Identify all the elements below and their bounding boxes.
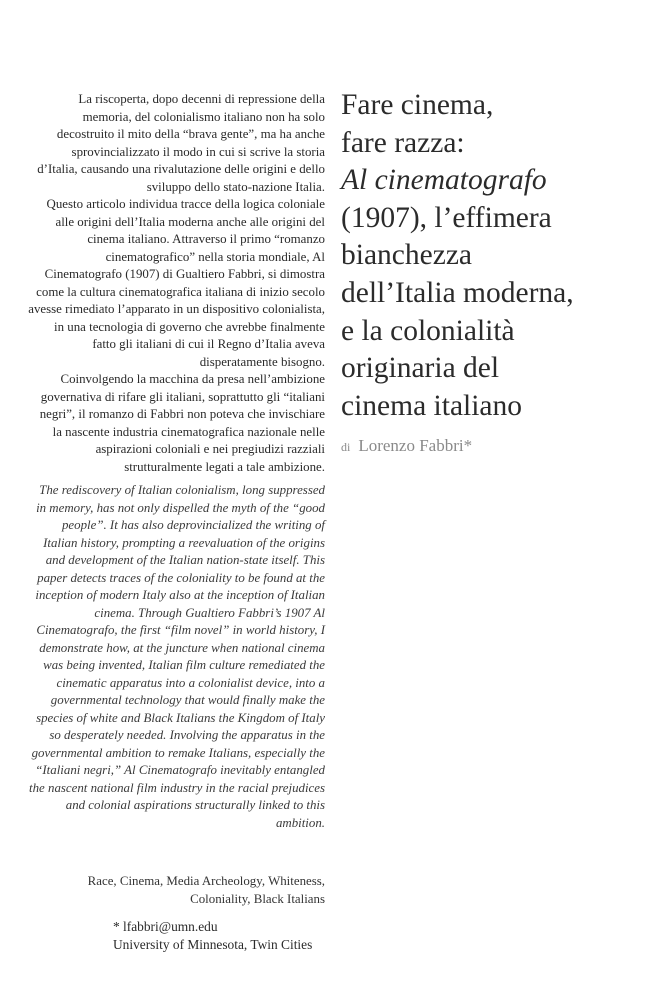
- byline: [341, 436, 621, 456]
- abstract-english-text: The rediscovery of Italian colonialism, long suppressed in memory, has not only dispelled the myth of the “good people”. It has also deprovincialized the writing of Italian history, prompting a reevaluation of the origins and development of the Italian nation-state itself. This paper detects traces of the coloniality to be found at the inception of modern Italy also at the inception of Italian cinema. Through Gualtiero Fabbri’s 1907 Al Cinematografo, the first “film novel” in world history, I demonstrate how, at the juncture when national cinema was being invented, Italian film culture remediated the cinematic apparatus into a colonialist device, into a governmental technology that would finally make the species of white and Black Italians the Kingdom of Italy so desperately needed. Involving the apparatus in the governmental ambition to remake Italians, especially the “Italiani negri,” Al Cinematografo inevitably entangled the nascent national film industry in the racial prejudices and colonial aspirations structurally linked to this ambition.: [29, 483, 325, 830]
- keywords-line: Race, Cinema, Media Archeology, Whiteness,: [87, 874, 325, 888]
- abstract-english: [28, 482, 325, 832]
- title-line: fare razza:: [341, 126, 465, 159]
- title-line: Fare cinema,: [341, 89, 494, 121]
- title-line: e la colonialità: [341, 314, 515, 347]
- keywords-line: Coloniality, Black Italians: [190, 891, 325, 906]
- abstract-italian-paragraph: Questo articolo individua tracce della logica coloniale alle origini dell’Italia moderna anche alle origini del cinema italiano. Attraverso il primo “romanzo cinematografico” nella storia mondiale, Al Cinematografo (1907) di Gualtiero Fabbri, si dimostra come la cultura cinematografica italiana di inizio secolo avesse rimediato l’apparato in un dispositivo colonialista, in una tecnologia di governo che avrebbe finalmente fatto gli italiani di cui il Regno d’Italia aveva disperatamente bisogno.: [28, 197, 325, 369]
- keywords: [28, 873, 325, 908]
- title-line: (1907), l’effimera: [341, 201, 552, 234]
- title-line: originaria del: [341, 352, 500, 385]
- title-line: cinema italiano: [341, 389, 523, 422]
- abstract-italian-paragraph: La riscoperta, dopo decenni di repressione della memoria, del colonialismo italiano non ha solo decostruito il mito della “brava gente”, ma ha anche sprovincializzato il modo in cui si scrive la storia d’Italia, causando una rivalutazione delle origini e dello sviluppo dello stato-nazione Italia.: [37, 92, 325, 194]
- author-email: * lfabbri@umn.edu: [113, 919, 218, 934]
- title-line: dell’Italia moderna,: [341, 276, 574, 309]
- author-name: Lorenzo Fabbri*: [358, 436, 473, 455]
- author-affiliation: University of Minnesota, Twin Cities: [113, 937, 313, 952]
- author-footnote: [113, 918, 373, 954]
- abstract-italian: [28, 91, 325, 476]
- title-line: bianchezza: [341, 239, 473, 272]
- abstract-italian-paragraph: Coinvolgendo la macchina da presa nell’ambizione governativa di rifare gli italiani, soprattutto gli “italiani negri”, il romanzo di Fabbri non poteva che invischiare la nascente industria cinematografica nazionale nelle aspirazioni coloniali e nei pregiudizi razziali strutturalmente legati a tale ambizione.: [39, 372, 325, 474]
- byline-prefix: di: [341, 440, 351, 454]
- article-title: [341, 87, 641, 425]
- title-line-italic: Al cinematografo: [341, 164, 547, 197]
